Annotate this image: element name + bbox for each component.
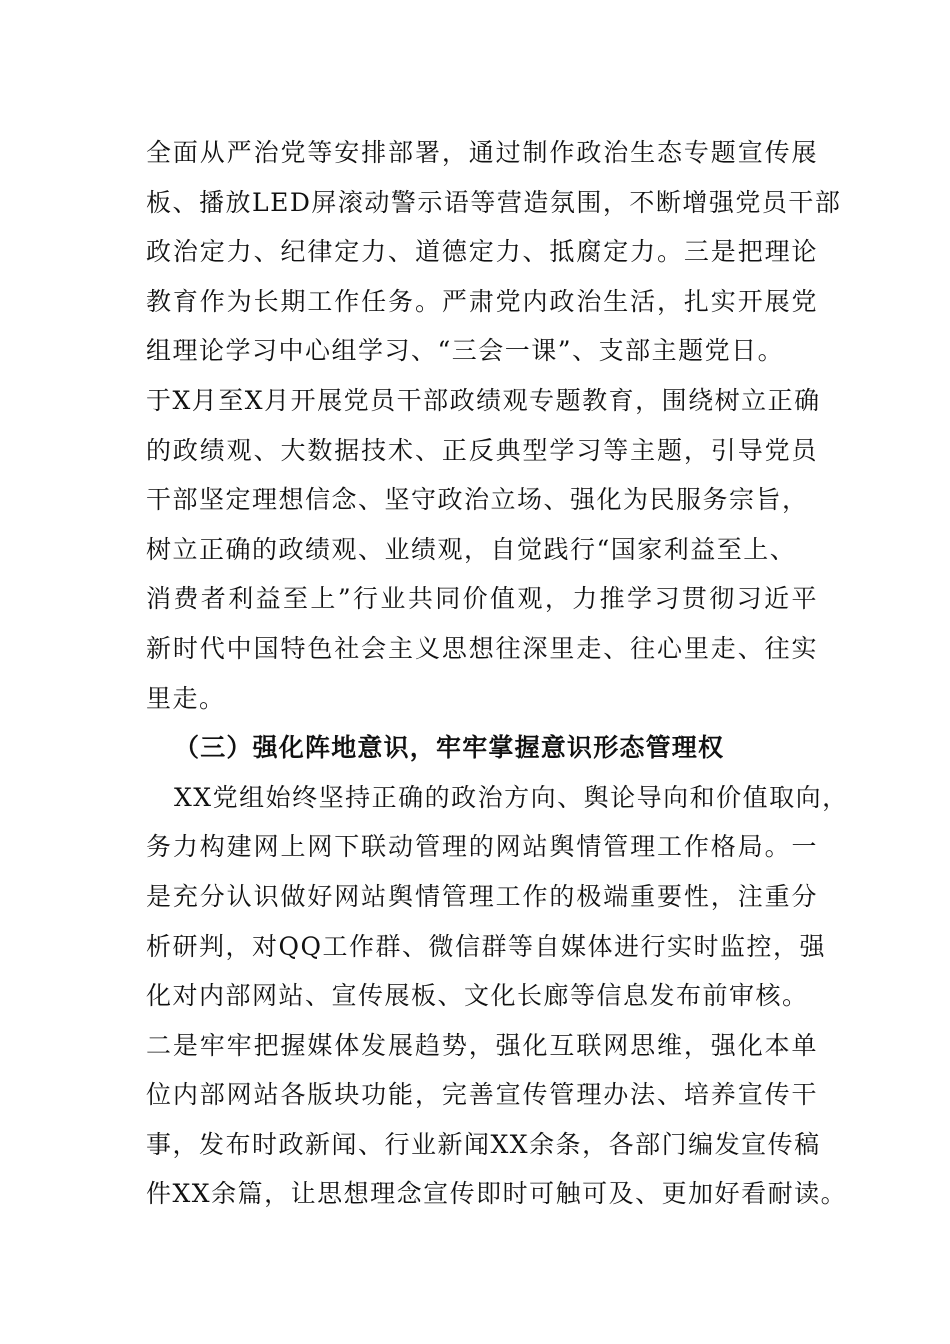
paragraph-2 — [146, 773, 849, 1219]
text-line: 件XX余篇，让思想理念宣传即时可触可及、更加好看耐读。 — [146, 1179, 848, 1209]
text-line: 位内部网站各版块功能，完善宣传管理办法、培养宣传干 — [146, 1080, 818, 1110]
text-line: 事，发布时政新闻、行业新闻XX余条，各部门编发宣传稿 — [146, 1129, 821, 1159]
text-line: 教育作为长期工作任务。严肃党内政治生活，扎实开展党 — [146, 286, 818, 316]
document-body — [146, 128, 849, 1219]
text-line: 全面从严治党等安排部署，通过制作政治生态专题宣传展 — [146, 138, 818, 167]
text-line: 消费者利益至上”行业共同价值观，力推学习贯彻习近平 — [146, 584, 818, 614]
text-line: 里走。 — [146, 683, 226, 713]
text-line: 干部坚定理想信念、坚守政治立场、强化为民服务宗旨， — [146, 485, 809, 515]
text-line: 务力构建网上网下联动管理的网站舆情管理工作格局。一 — [146, 832, 818, 862]
text-line: XX党组始终坚持正确的政治方向、舆论导向和价值取向， — [174, 782, 849, 812]
text-line: 板、播放LED屏滚动警示语等营造氛围，不断增强党员干部 — [146, 187, 842, 217]
text-line: 组理论学习中心组学习、“三会一课”、支部主题党日。 — [146, 336, 785, 366]
text-line: 析研判，对QQ工作群、微信群等自媒体进行实时监控，强 — [146, 931, 826, 961]
text-line: 是充分认识做好网站舆情管理工作的极端重要性，注重分 — [146, 881, 818, 911]
text-line: 政治定力、纪律定力、道德定力、抵腐定力。三是把理论 — [146, 237, 818, 267]
text-line: 二是牢牢把握媒体发展趋势，强化互联网思维，强化本单 — [146, 1030, 818, 1060]
text-line: 树立正确的政绩观、业绩观，自觉践行“国家利益至上、 — [146, 534, 797, 564]
text-line: 新时代中国特色社会主义思想往深里走、往心里走、往实 — [146, 633, 818, 663]
text-line: 化对内部网站、宣传展板、文化长廊等信息发布前审核。 — [146, 981, 809, 1011]
paragraph-1 — [146, 128, 842, 723]
text-line: 于X月至X月开展党员干部政绩观专题教育，围绕树立正确 — [146, 385, 821, 415]
text-line: 的政绩观、大数据技术、正反典型学习等主题，引导党员 — [146, 435, 818, 465]
section-heading: （三）强化阵地意识，牢牢掌握意识形态管理权 — [174, 733, 725, 763]
